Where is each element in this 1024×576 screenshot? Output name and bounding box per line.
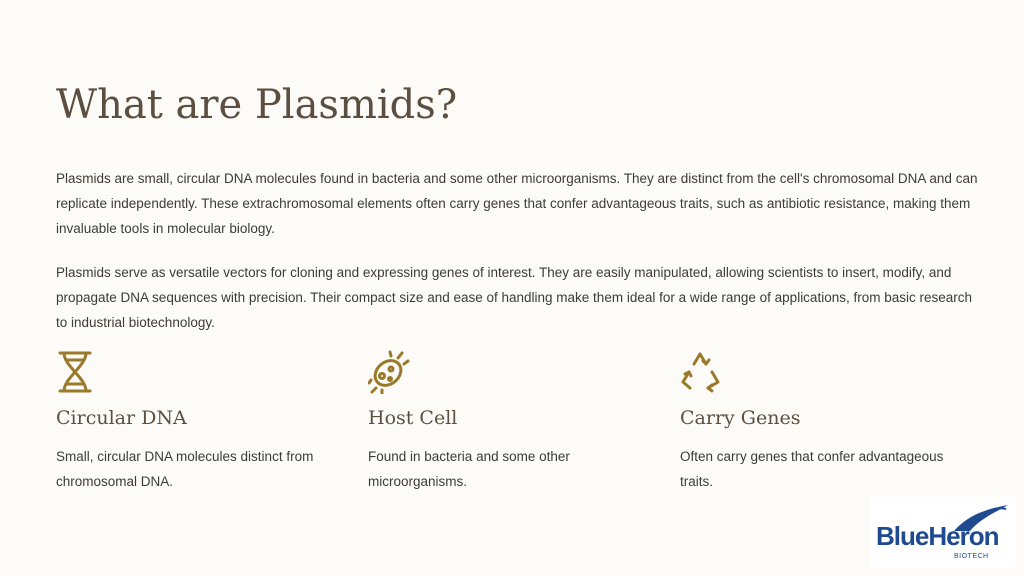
bacteria-icon xyxy=(368,350,410,394)
feature-circular-dna xyxy=(56,350,346,494)
feature-carry-genes xyxy=(680,350,970,494)
dna-icon xyxy=(56,350,98,394)
feature-text: Often carry genes that confer advantageous traits. xyxy=(680,449,944,489)
feature-text: Small, circular DNA molecules distinct from chromosomal DNA. xyxy=(56,449,314,489)
logo-wordmark: BlueHeron xyxy=(876,521,999,551)
vectors-paragraph: Plasmids serve as versatile vectors for cloning and expressing genes of interest. They are easily manipulated, allowing scientists to insert, modify, and propagate DNA sequences with precision. Their compact size and ease of handling make them ideal for a wide range of applications, from basic research to industrial biotechnology. xyxy=(56,265,973,330)
blueheron-logo xyxy=(870,497,1016,568)
page-title: What are Plasmids? xyxy=(56,82,458,128)
logo-subtitle: BIOTECH xyxy=(954,553,989,560)
feature-text: Found in bacteria and some other microorganisms. xyxy=(368,449,570,489)
feature-title: Host Cell xyxy=(368,407,458,429)
feature-title: Circular DNA xyxy=(56,407,187,429)
feature-title: Carry Genes xyxy=(680,407,801,429)
feature-host-cell xyxy=(368,350,658,494)
intro-paragraph: Plasmids are small, circular DNA molecules found in bacteria and some other microorganisms. They are distinct from the cell's chromosomal DNA and can replicate independently. These extrachromosomal elements often carry genes that confer advantageous traits, such as antibiotic resistance, making them invaluable tools in molecular biology. xyxy=(56,171,978,236)
recycle-icon xyxy=(680,350,722,394)
